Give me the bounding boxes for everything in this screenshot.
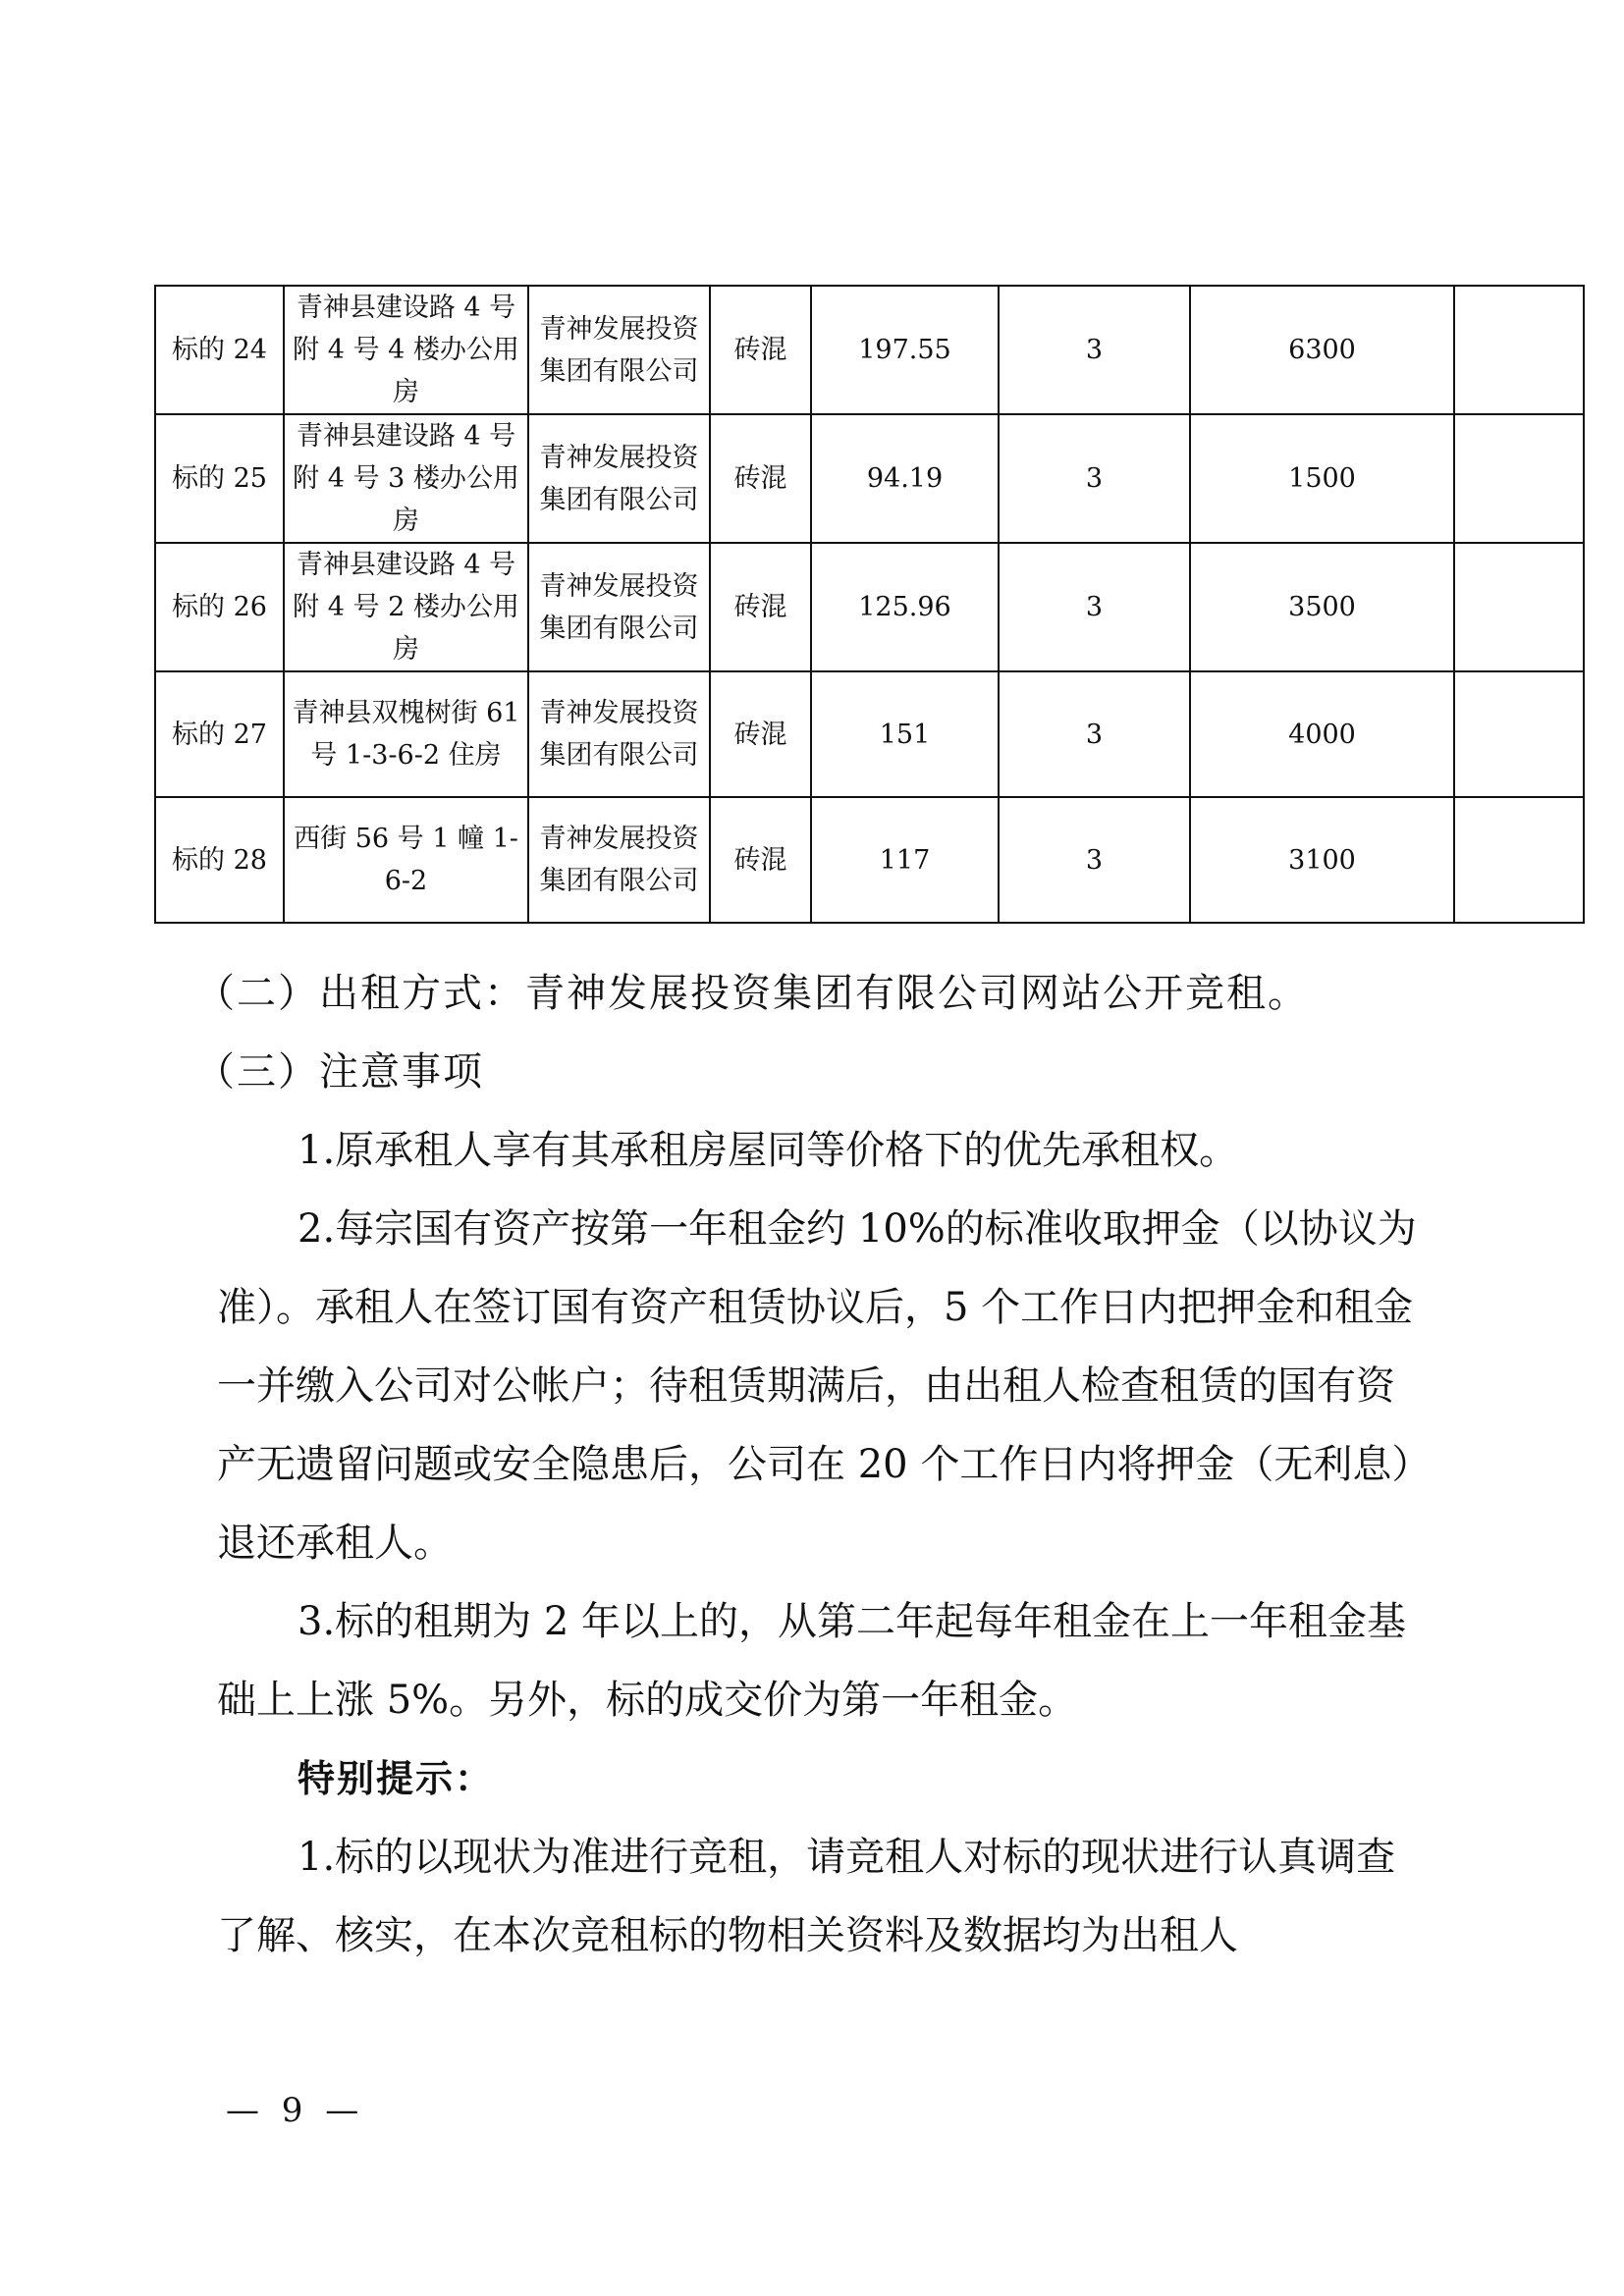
note-paragraph: 3.标的租期为 2 年以上的，从第二年起每年租金在上一年租金基础上上涨 5%。另外，标的成交价为第一年租金。 — [217, 1599, 1407, 1723]
term-cell: 3 — [999, 797, 1190, 923]
term-cell: 3 — [999, 671, 1190, 797]
special-heading: 特别提示： — [298, 1757, 495, 1800]
document-body — [195, 954, 1425, 1975]
lot-cell: 标的 26 — [155, 543, 284, 671]
structure-cell: 砖混 — [710, 414, 811, 543]
page-number: — 9 — — [226, 2091, 365, 2130]
lot-cell: 标的 24 — [155, 286, 284, 414]
remark-cell — [1454, 414, 1584, 543]
owner-cell: 青神发展投资集团有限公司 — [528, 286, 710, 414]
table-row — [155, 414, 1584, 543]
area-cell: 117 — [811, 797, 999, 923]
address-cell: 青神县建设路 4 号附 4 号 4 楼办公用房 — [284, 286, 528, 414]
owner-cell: 青神发展投资集团有限公司 — [528, 414, 710, 543]
area-cell: 151 — [811, 671, 999, 797]
remark-cell — [1454, 671, 1584, 797]
remark-cell — [1454, 797, 1584, 923]
owner-cell: 青神发展投资集团有限公司 — [528, 543, 710, 671]
table-row — [155, 543, 1584, 671]
price-cell: 6300 — [1190, 286, 1454, 414]
price-cell: 4000 — [1190, 671, 1454, 797]
remark-cell — [1454, 286, 1584, 414]
address-cell: 青神县双槐树街 61 号 1-3-6-2 住房 — [284, 671, 528, 797]
price-cell: 3100 — [1190, 797, 1454, 923]
owner-cell: 青神发展投资集团有限公司 — [528, 797, 710, 923]
area-cell: 94.19 — [811, 414, 999, 543]
lot-cell: 标的 28 — [155, 797, 284, 923]
term-cell: 3 — [999, 543, 1190, 671]
note-paragraph: 1.原承租人享有其承租房屋同等价格下的优先承租权。 — [298, 1128, 1239, 1173]
lot-cell: 标的 27 — [155, 671, 284, 797]
note-paragraph: 2.每宗国有资产按第一年租金约 10%的标准收取押金（以协议为准）。承租人在签订国有资产租赁协议后，5 个工作日内把押金和租金一并缴入公司对公帐户；待租赁期满后，由出租人检查租赁的国有资产无遗留问题或安全隐患后，公司在 20 个工作日内将押金（无利息）退还承租人。 — [217, 1206, 1417, 1566]
term-cell: 3 — [999, 286, 1190, 414]
rental-method-paragraph: （二）出租方式：青神发展投资集团有限公司网站公开竞租。 — [195, 971, 1309, 1016]
remark-cell — [1454, 543, 1584, 671]
address-cell: 青神县建设路 4 号附 4 号 2 楼办公用房 — [284, 543, 528, 671]
price-cell: 1500 — [1190, 414, 1454, 543]
structure-cell: 砖混 — [710, 286, 811, 414]
structure-cell: 砖混 — [710, 543, 811, 671]
address-cell: 青神县建设路 4 号附 4 号 3 楼办公用房 — [284, 414, 528, 543]
notes-heading: （三）注意事项 — [195, 1049, 484, 1095]
area-cell: 197.55 — [811, 286, 999, 414]
special-note-paragraph: 1.标的以现状为准进行竞租，请竞租人对标的现状进行认真调查了解、核实，在本次竞租标的物相关资料及数据均为出租人 — [217, 1835, 1396, 1958]
lease-table — [154, 285, 1585, 924]
owner-cell: 青神发展投资集团有限公司 — [528, 671, 710, 797]
term-cell: 3 — [999, 414, 1190, 543]
area-cell: 125.96 — [811, 543, 999, 671]
structure-cell: 砖混 — [710, 671, 811, 797]
lot-cell: 标的 25 — [155, 414, 284, 543]
structure-cell: 砖混 — [710, 797, 811, 923]
table-row — [155, 286, 1584, 414]
address-cell: 西街 56 号 1 幢 1-6-2 — [284, 797, 528, 923]
price-cell: 3500 — [1190, 543, 1454, 671]
table-row — [155, 671, 1584, 797]
table-row — [155, 797, 1584, 923]
